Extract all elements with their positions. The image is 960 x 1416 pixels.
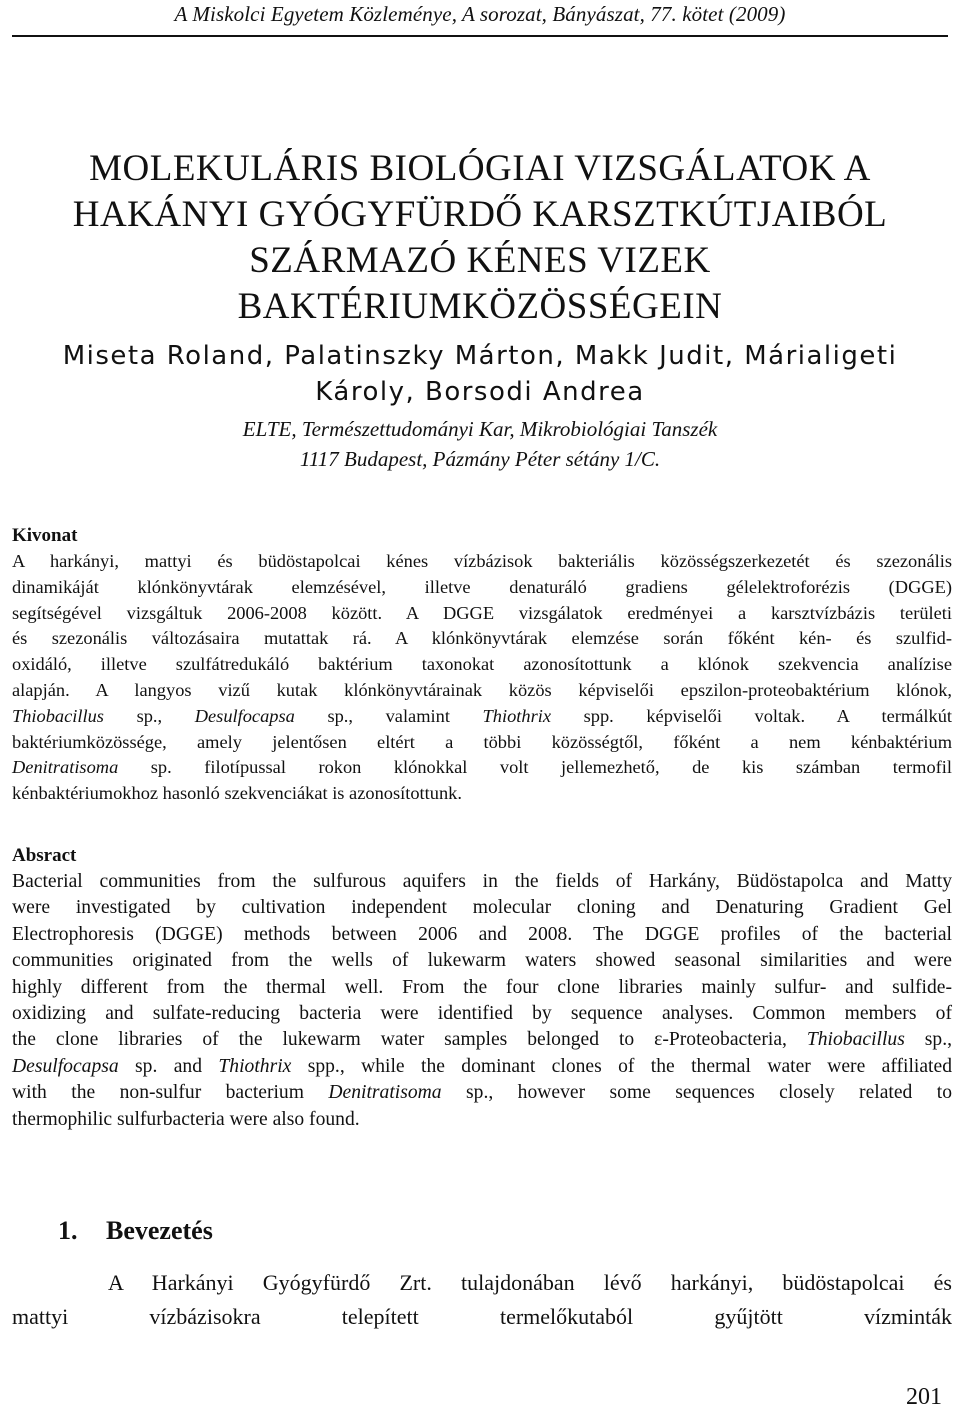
absract-line (12, 1054, 952, 1080)
kivonat-heading: Kivonat (12, 525, 78, 546)
authors-line: Károly, Borsodi Andrea (315, 377, 645, 407)
kivonat-line: oxidáló, illetve szulfátredukáló baktérium taxonokat azonosítottunk a klónok szekvencia analízise (12, 654, 952, 675)
absract-line: Electrophoresis (DGGE) methods between 2006 and 2008. The DGGE profiles of the bacterial (12, 923, 952, 945)
genus-name: Thiobacillus (806, 1029, 905, 1051)
genus-name: Thiothrix (218, 1055, 292, 1077)
header-rule (12, 35, 948, 37)
genus-name: Denitratisoma (328, 1082, 442, 1104)
text-run: spp. képviselői voltak. A termálkút (551, 705, 952, 726)
genus-name: Thiothrix (482, 705, 551, 726)
title-line: MOLEKULÁRIS BIOLÓGIAI VIZSGÁLATOK A (89, 148, 871, 189)
kivonat-line: kénbaktériumokhoz hasonló szekvenciákat is azonosítottunk. (12, 783, 462, 804)
genus-name: Desulfocapsa (12, 1055, 119, 1077)
text-run: spp., while the dominant clones of the thermal water were affiliated (291, 1055, 952, 1077)
absract-line (12, 1027, 952, 1053)
genus-name: Thiobacillus (12, 705, 104, 726)
author-list (20, 338, 940, 410)
text-run: with the non-sulfur bacterium (12, 1082, 329, 1104)
kivonat-line: alapján. A langyos vizű kutak klónkönyvtárainak közös képviselői epszilon-proteobaktérium klónok, (12, 679, 952, 700)
affiliation (20, 414, 940, 474)
text-run: the clone libraries of the lukewarm water samples belonged to ε-Proteobacteria, (12, 1029, 807, 1051)
kivonat-line (12, 704, 952, 730)
text-run: sp. and (118, 1055, 219, 1077)
text-run: sp., (904, 1029, 952, 1051)
text-run: sp. filotípussal rokon klónokkal volt jellemezhető, de kis számban termofil (118, 757, 952, 778)
affiliation-line: ELTE, Természettudományi Kar, Mikrobiológiai Tanszék (242, 417, 718, 441)
title-line: BAKTÉRIUMKÖZÖSSÉGEIN (237, 286, 723, 327)
paper-title (20, 146, 940, 330)
absract-line: communities originated from the wells of lukewarm waters showed seasonal similarities and were (12, 950, 952, 972)
title-line: SZÁRMAZÓ KÉNES VIZEK (249, 240, 711, 281)
absract-line: Bacterial communities from the sulfurous aquifers in the fields of Harkány, Büdöstapolca and Matty (12, 871, 952, 892)
text-run: sp., valamint (294, 705, 483, 726)
genus-name: Denitratisoma (12, 757, 119, 778)
absract-line: oxidizing and sulfate-reducing bacteria were identified by sequence analyses. Common members of (12, 1003, 952, 1025)
absract-line: were investigated by cultivation independent molecular cloning and Denaturing Gradient Gel (12, 897, 952, 919)
running-head: A Miskolci Egyetem Közleménye, A sorozat, Bányászat, 77. kötet (2009) (174, 2, 786, 26)
kivonat-line: A harkányi, mattyi és büdöstapolcai kénes vízbázisok bakteriális közösségszerkezetét és szezonális (12, 551, 952, 571)
text-run: sp., (103, 705, 195, 726)
page-number: 201 (906, 1384, 942, 1410)
kivonat-line: baktériumközössége, amely jelentősen eltért a többi közösségtől, főként a nem kénbaktérium (12, 731, 952, 752)
text-run: sp., however some sequences closely related to (441, 1082, 952, 1104)
intro-paragraph (12, 1266, 952, 1334)
intro-line: A Harkányi Gyógyfürdő Zrt. tulajdonában lévő harkányi, büdöstapolcai és (108, 1270, 952, 1295)
absract-line: thermophilic sulfurbacteria were also found. (12, 1108, 360, 1130)
section-number: 1. (58, 1216, 78, 1245)
absract-heading: Absract (12, 845, 77, 866)
kivonat-line: segítségével vizsgáltuk 2006-2008 között. A DGGE vizsgálatok eredményei a karsztvízbázis területi (12, 602, 952, 623)
intro-line: mattyi vízbázisokra telepített termelőkutaból gyűjtött vízminták (12, 1304, 952, 1329)
section-heading (58, 1216, 213, 1246)
authors-line: Miseta Roland, Palatinszky Márton, Makk Judit, Márialigeti (62, 341, 898, 371)
kivonat-paragraph (12, 549, 952, 807)
section-title: Bevezetés (106, 1216, 213, 1245)
absract-paragraph (12, 869, 952, 1133)
absract-line: highly different from the thermal well. From the four clone libraries mainly sulfur- and sulfide- (12, 976, 952, 998)
absract-line (12, 1080, 952, 1106)
kivonat-line: dinamikáját klónkönyvtárak elemzésével, illetve denaturáló gradiens gélelektroforézis (DGGE) (12, 576, 952, 597)
kivonat-line: és szezonális változásaira mutattak rá. A klónkönyvtárak elemzése során főként kén- és szulfid- (12, 628, 952, 649)
title-line: HAKÁNYI GYÓGYFÜRDŐ KARSZTKÚTJAIBÓL (72, 194, 888, 235)
affiliation-line: 1117 Budapest, Pázmány Péter sétány 1/C. (299, 447, 661, 471)
kivonat-line (12, 755, 952, 781)
genus-name: Desulfocapsa (194, 705, 295, 726)
